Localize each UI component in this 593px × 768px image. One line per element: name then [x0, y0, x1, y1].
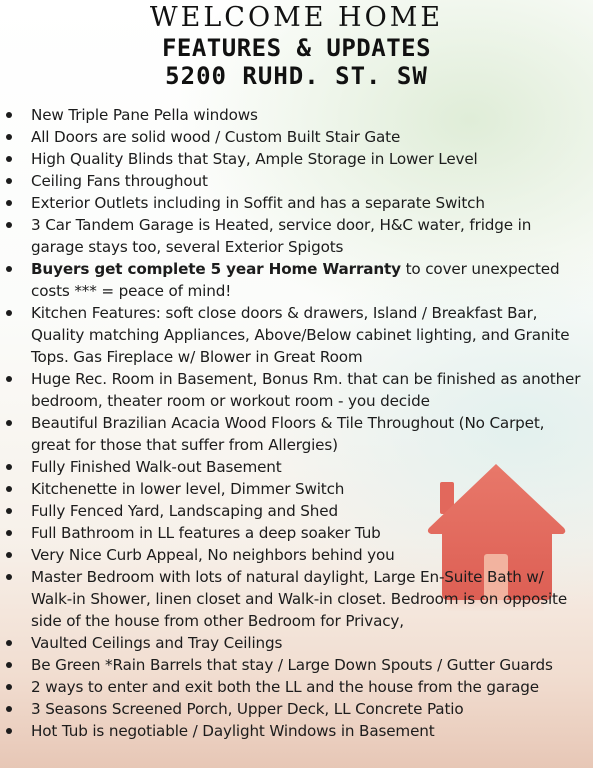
feature-text: Fully Finished Walk-out Basement [31, 458, 282, 476]
feature-bold-text: Buyers get complete 5 year Home Warranty [31, 260, 401, 278]
feature-text: Kitchen Features: soft close doors & drawers, Island / Breakfast Bar, Quality matching Appliances, Above/Below cabinet lighting, and Granite Tops. Gas Fireplace w/ Blower in Great Room [31, 304, 570, 366]
feature-text: Full Bathroom in LL features a deep soaker Tub [31, 524, 381, 542]
address-heading: 5200 RUHD. ST. SW [165, 62, 428, 90]
feature-item [0, 412, 593, 456]
feature-text: 3 Car Tandem Garage is Heated, service door, H&C water, fridge in garage stays too, several Exterior Spigots [31, 216, 532, 256]
feature-item-warranty [0, 258, 593, 302]
feature-text: Be Green *Rain Barrels that stay / Large Down Spouts / Gutter Guards [31, 656, 553, 674]
feature-text: 2 ways to enter and exit both the LL and the house from the garage [31, 678, 539, 696]
feature-item [0, 478, 593, 500]
feature-text: Beautiful Brazilian Acacia Wood Floors & Tile Throughout (No Carpet, great for those that suffer from Allergies) [31, 414, 545, 454]
feature-item [0, 192, 593, 214]
feature-text: Exterior Outlets including in Soffit and has a separate Switch [31, 194, 485, 212]
feature-item [0, 544, 593, 566]
feature-item [0, 126, 593, 148]
feature-item [0, 654, 593, 676]
features-list [0, 104, 593, 742]
feature-item [0, 368, 593, 412]
welcome-heading: WELCOME HOME [149, 2, 444, 33]
feature-item [0, 170, 593, 192]
feature-text: Huge Rec. Room in Basement, Bonus Rm. that can be finished as another bedroom, theater room or workout room - you decide [31, 370, 581, 410]
feature-text: Vaulted Ceilings and Tray Ceilings [31, 634, 283, 652]
feature-item [0, 104, 593, 126]
feature-text: All Doors are solid wood / Custom Built Stair Gate [31, 128, 401, 146]
feature-text: Ceiling Fans throughout [31, 172, 208, 190]
feature-text: Master Bedroom with lots of natural daylight, Large En-Suite Bath w/ Walk-in Shower, linen closet and Walk-in closet. Bedroom is on opposite side of the house from other Bedroom for Privacy, [31, 568, 568, 630]
feature-text: to cover unexpected costs *** = peace of mind! [31, 260, 560, 300]
features-heading: FEATURES & UPDATES [161, 34, 432, 62]
feature-item [0, 214, 593, 258]
feature-item [0, 698, 593, 720]
feature-item [0, 500, 593, 522]
feature-text: Kitchenette in lower level, Dimmer Switch [31, 480, 345, 498]
feature-item [0, 676, 593, 698]
feature-text: New Triple Pane Pella windows [31, 106, 258, 124]
feature-item [0, 148, 593, 170]
feature-text: Hot Tub is negotiable / Daylight Windows in Basement [31, 722, 435, 740]
feature-text: Fully Fenced Yard, Landscaping and Shed [31, 502, 338, 520]
feature-item [0, 720, 593, 742]
feature-text: 3 Seasons Screened Porch, Upper Deck, LL Concrete Patio [31, 700, 464, 718]
feature-item [0, 456, 593, 478]
feature-text: Very Nice Curb Appeal, No neighbors behind you [31, 546, 395, 564]
feature-item [0, 522, 593, 544]
feature-text: High Quality Blinds that Stay, Ample Storage in Lower Level [31, 150, 478, 168]
feature-item [0, 302, 593, 368]
feature-item [0, 632, 593, 654]
feature-item [0, 566, 593, 632]
